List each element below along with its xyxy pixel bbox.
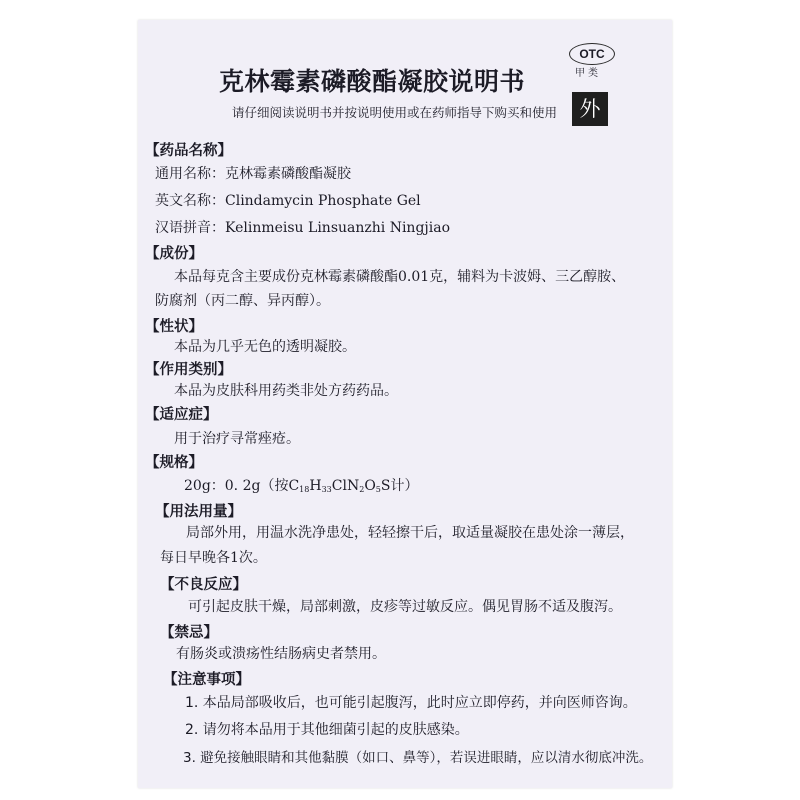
contraindications-heading: 【禁忌】 [160, 625, 218, 641]
otc-badge: OTC [569, 43, 615, 65]
contraindications-text: 有肠炎或溃疡性结肠病史者禁用。 [176, 646, 386, 662]
page-title: 克林霉素磷酸酯凝胶说明书 [219, 67, 526, 96]
generic-name: 通用名称：克林霉素磷酸酯凝胶 [155, 166, 351, 182]
english-name: 英文名称：Clindamycin Phosphate Gel [155, 193, 421, 209]
ingredients-line-1: 本品每克含主要成份克林霉素磷酸酯0.01克，辅料为卡波姆、三乙醇胺、 [174, 269, 626, 285]
precaution-item-1: 1. 本品局部吸收后，也可能引起腹泻，此时应立即停药，并向医师咨询。 [185, 695, 637, 711]
dosage-heading: 【用法用量】 [155, 504, 242, 520]
indications-heading: 【适应症】 [145, 407, 218, 423]
indications-text: 用于治疗寻常痤疮。 [174, 431, 300, 447]
spec-subscript: 33 [321, 485, 332, 494]
drug-name-heading: 【药品名称】 [145, 143, 232, 159]
category-text: 本品为皮肤科用药类非处方药药品。 [174, 383, 398, 399]
external-use-badge: 外 [572, 92, 608, 126]
usage-notice: 请仔细阅读说明书并按说明使用或在药师指导下购买和使用 [232, 105, 558, 120]
precaution-item-3: 3. 避免接触眼睛和其他黏膜（如口、鼻等），若误进眼睛，应以清水彻底冲洗。 [183, 750, 653, 766]
specification-heading: 【规格】 [145, 455, 203, 471]
ingredients-line-2: 防腐剂（丙二醇、异丙醇）。 [155, 293, 330, 309]
spec-subscript: 2 [359, 485, 365, 494]
otc-class-label: 甲类 [575, 68, 601, 79]
precaution-item-2: 2. 请勿将本品用于其他细菌引起的皮肤感染。 [185, 722, 469, 738]
dosage-line-1: 局部外用，用温水洗净患处，轻轻擦干后，取适量凝胶在患处涂一薄层， [186, 525, 634, 541]
dosage-line-2: 每日早晚各1次。 [160, 550, 267, 566]
precautions-heading: 【注意事项】 [163, 672, 250, 688]
specification-text [184, 475, 418, 495]
spec-element: H [309, 478, 322, 494]
category-heading: 【作用类别】 [145, 362, 232, 378]
spec-element: O [364, 478, 376, 494]
description-text: 本品为几乎无色的透明凝胶。 [174, 339, 356, 355]
spec-element: ClN [331, 478, 360, 494]
adverse-reactions-text: 可引起皮肤干燥，局部刺激，皮疹等过敏反应。偶见胃肠不适及腹泻。 [188, 599, 622, 615]
spec-subscript: 18 [299, 485, 310, 494]
pinyin-name: 汉语拼音：Kelinmeisu Linsuanzhi Ningjiao [155, 220, 451, 236]
spec-subscript: 5 [375, 485, 381, 494]
adverse-reactions-heading: 【不良反应】 [160, 577, 247, 593]
description-heading: 【性状】 [145, 319, 203, 335]
spec-suffix: S计） [380, 478, 419, 494]
ingredients-heading: 【成份】 [145, 246, 203, 262]
spec-prefix: 20g：0. 2g（按C [184, 478, 300, 494]
